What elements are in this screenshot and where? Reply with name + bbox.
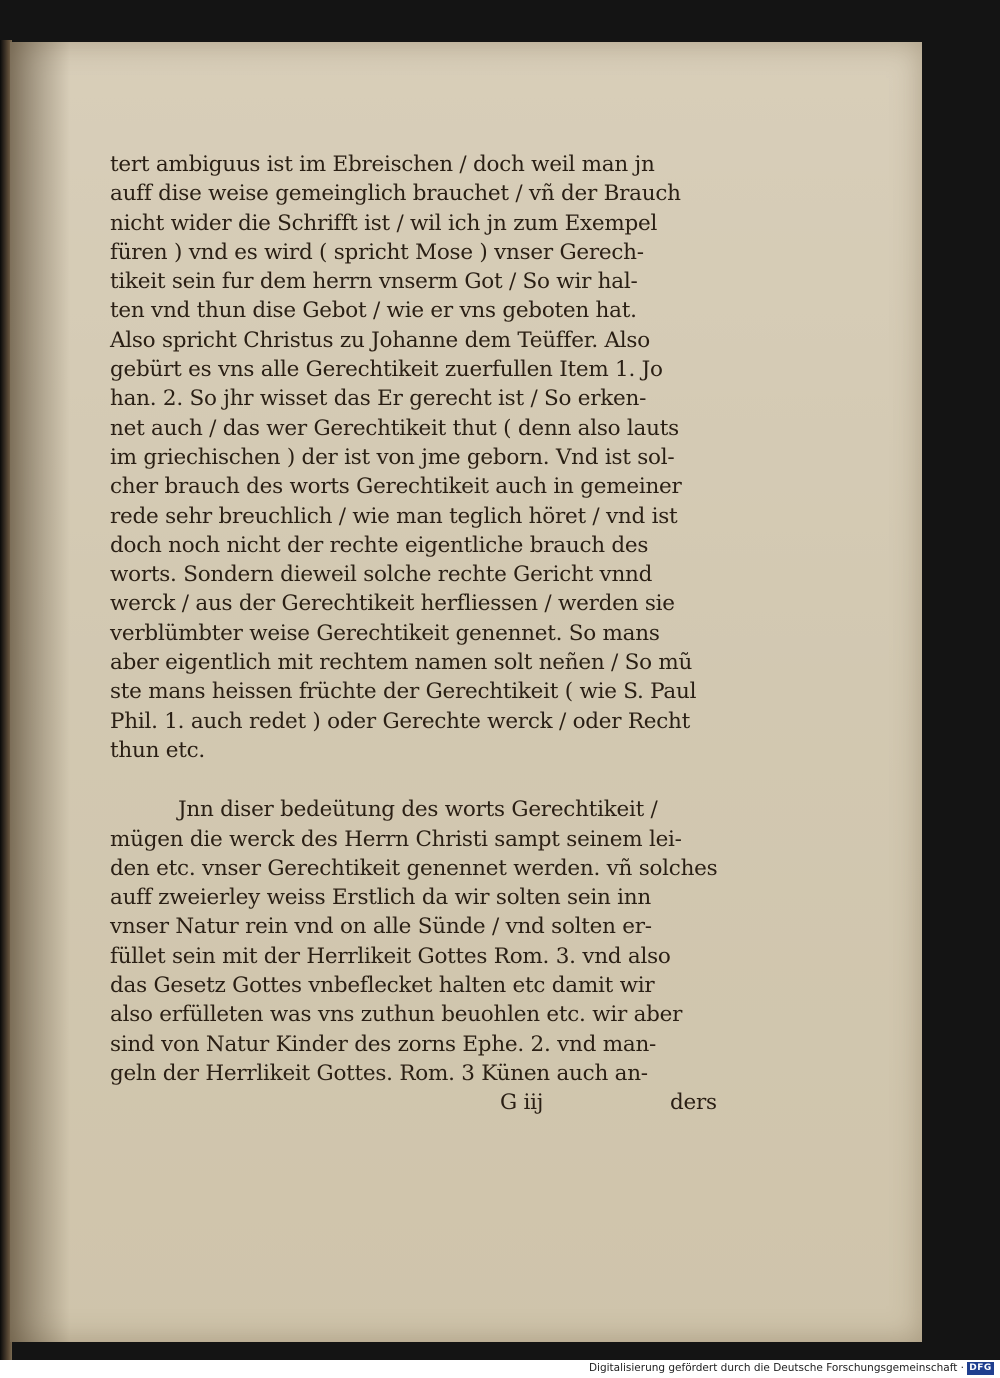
dfg-logo: DFG <box>967 1362 994 1375</box>
text-line: aber eigentlich mit rechtem namen solt neñen / So mũ <box>110 650 693 676</box>
text-line: cher brauch des worts Gerechtikeit auch in gemeiner <box>110 474 682 500</box>
text-line: den etc. vnser Gerechtikeit genennet werden. vñ solches <box>110 855 718 881</box>
text-line: also erfülleten was vns zuthun beuohlen etc. wir aber <box>110 1002 683 1028</box>
text-line: worts. Sondern dieweil solche rechte Gericht vnnd <box>110 562 653 588</box>
text-line: das Gesetz Gottes vnbeflecket halten etc damit wir <box>110 973 655 999</box>
text-line: Also spricht Christus zu Johanne dem Teüffer. Also <box>110 327 650 353</box>
text-line: nicht wider die Schrifft ist / wil ich jn zum Exempel <box>110 210 658 236</box>
text-line: füllet sein mit der Herrlikeit Gottes Rom. 3. vnd also <box>110 943 671 969</box>
catchword: ders <box>670 1090 717 1116</box>
funding-credit: Digitalisierung gefördert durch die Deutsche Forschungsgemeinschaft · <box>588 1362 964 1374</box>
signature-mark: G iij <box>500 1090 544 1116</box>
text-line: tert ambiguus ist im Ebreischen / doch weil man jn <box>110 152 655 177</box>
book-page <box>10 42 922 1342</box>
page-footer-line <box>110 1088 750 1117</box>
text-line: auff zweierley weiss Erstlich da wir solten sein inn <box>110 885 651 911</box>
text-line: mügen die werck des Herrn Christi sampt seinem lei- <box>110 826 682 852</box>
text-line: vnser Natur rein vnd on alle Sünde / vnd solten er- <box>110 914 652 940</box>
text-line: ste mans heissen früchte der Gerechtikeit ( wie S. Paul <box>110 679 697 705</box>
text-line: ten vnd thun dise Gebot / wie er vns geboten hat. <box>110 298 637 324</box>
paragraph-gap <box>110 765 750 795</box>
text-line: werck / aus der Gerechtikeit herfliessen / werden sie <box>110 591 675 617</box>
text-line: auff dise weise gemeinglich brauchet / vñ der Brauch <box>110 181 681 207</box>
text-line: net auch / das wer Gerechtikeit thut ( denn also lauts <box>110 415 679 441</box>
text-line: im griechischen ) der ist von jme geborn. Vnd ist sol- <box>110 444 675 470</box>
text-line: doch noch nicht der rechte eigentliche brauch des <box>110 532 649 558</box>
paragraph-first-line: Jnn diser bedeütung des worts Gerechtikeit / <box>178 797 658 823</box>
text-line: Phil. 1. auch redet ) oder Gerechte werck / oder Recht <box>110 708 691 734</box>
text-line: füren ) vnd es wird ( spricht Mose ) vnser Gerech- <box>110 239 644 265</box>
text-line: sind von Natur Kinder des zorns Ephe. 2. vnd man- <box>110 1031 657 1057</box>
page-text <box>110 150 750 1118</box>
text-line: geln der Herrlikeit Gottes. Rom. 3 Künen auch an- <box>110 1060 648 1086</box>
text-line: tikeit sein fur dem herrn vnserm Got / So wir hal- <box>110 269 638 295</box>
text-line: gebürt es vns alle Gerechtikeit zuerfullen Item 1. Jo <box>110 357 663 383</box>
credit-bar <box>0 1360 1000 1378</box>
text-line: thun etc. <box>110 737 206 763</box>
text-line: verblümbter weise Gerechtikeit genennet. So mans <box>110 620 660 646</box>
text-line: rede sehr breuchlich / wie man teglich höret / vnd ist <box>110 503 678 529</box>
text-line: han. 2. So jhr wisset das Er gerecht ist / So erken- <box>110 386 647 412</box>
